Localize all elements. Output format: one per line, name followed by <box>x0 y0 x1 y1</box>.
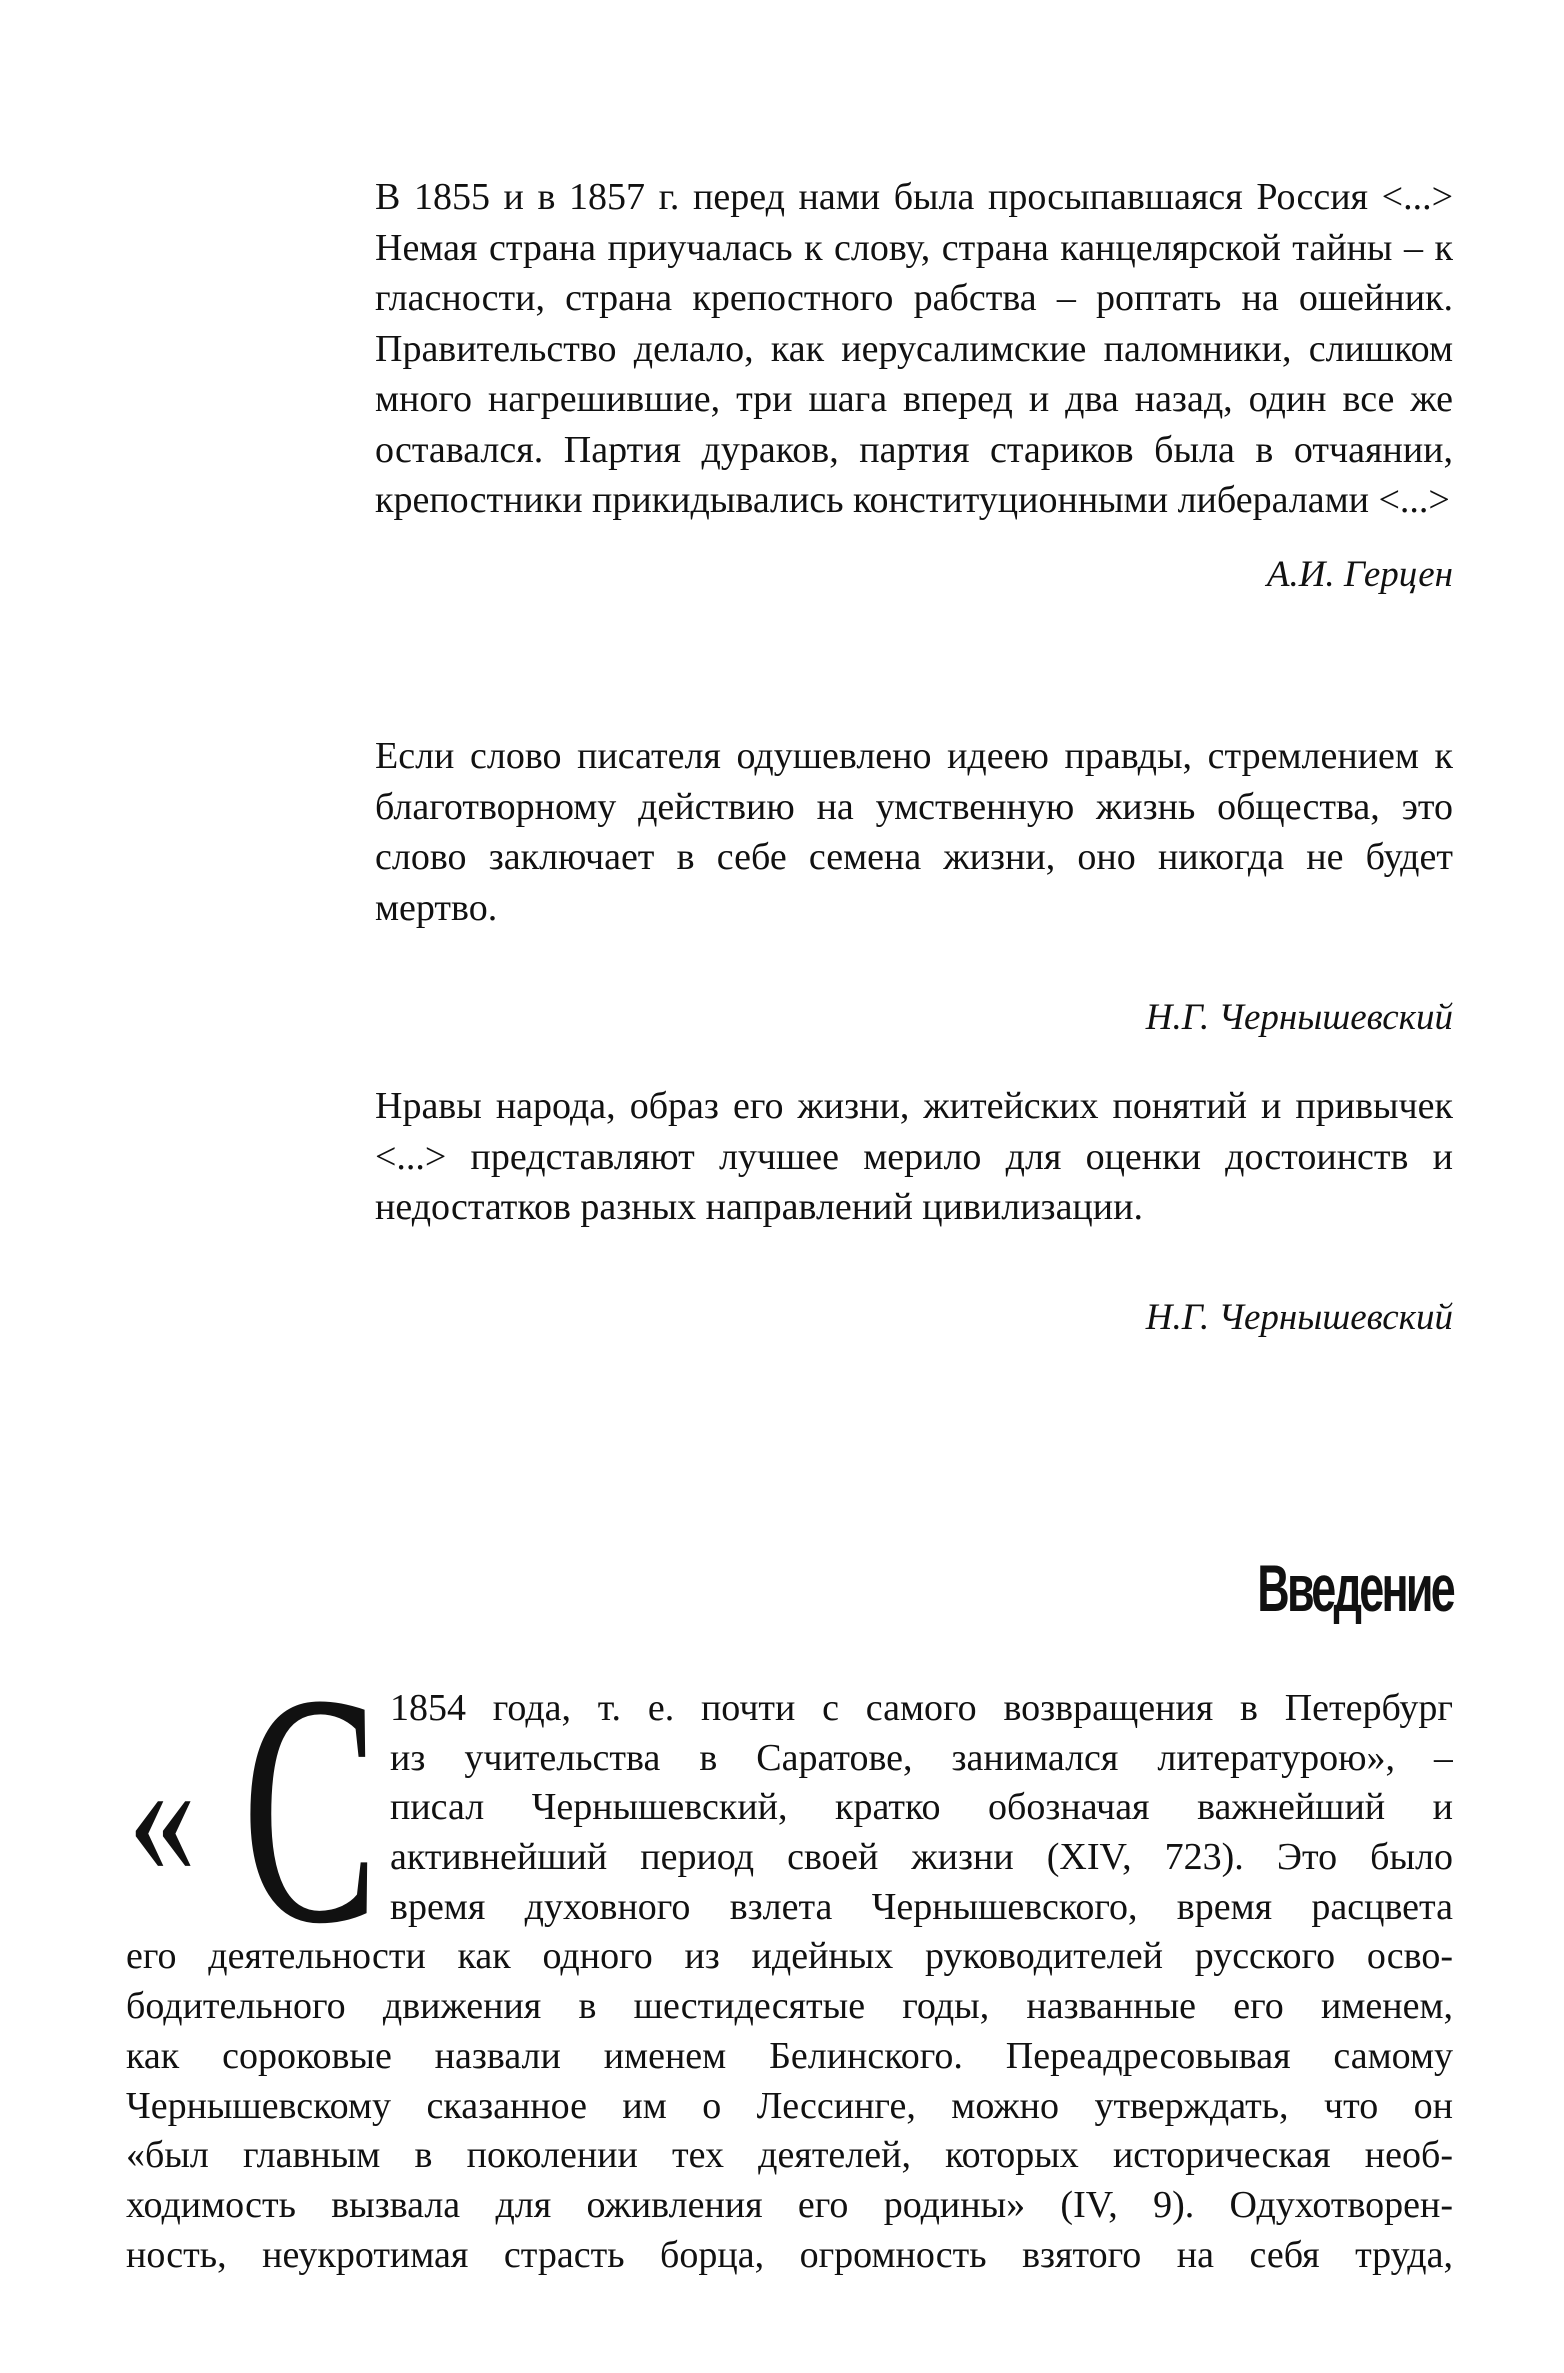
epigraph-text: Если слово писателя одушевлено идеею правды, стремлением к благотворному действию на умственную жизнь общества, это слово заключает в себе семена жизни, оно никогда не будет мертво. <box>375 735 1453 929</box>
paragraph-line: писал Чернышевский, кратко обозначая важнейший и <box>390 1786 1453 1829</box>
paragraph-line: из учительства в Саратове, занимался литературою», – <box>390 1736 1453 1779</box>
section-heading: Введение <box>1257 1551 1453 1625</box>
epigraph-herzen <box>375 172 1453 600</box>
epigraph-author: Н.Г. Чернышевский <box>1145 997 1453 1038</box>
epigraph-chernyshevsky-1 <box>375 731 1453 1043</box>
epigraph-author: Н.Г. Чернышевский <box>1145 1296 1453 1338</box>
paragraph-line: время духовного взлета Чернышевского, время расцвета <box>390 1885 1453 1928</box>
introduction-paragraph <box>126 1684 1453 2280</box>
paragraph-line: Чернышевскому сказанное им о Лессинге, можно утверждать, что он <box>126 2084 1453 2127</box>
paragraph-line: ность, неукротимая страсть борца, огромность взятого на себя труда, <box>126 2233 1453 2276</box>
paragraph-line: 1854 года, т. е. почти с самого возвращения в Петербург <box>390 1687 1453 1729</box>
paragraph-line: активнейший период своей жизни (XIV, 723). Это было <box>390 1836 1453 1879</box>
epigraph-text: В 1855 и в 1857 г. перед нами была просыпавшаяся Россия <...> Немая страна приучалась к слову, страна канцелярской тайны – к гласности, страна крепостного рабства – роптать на ошейник. Правительство делало, как иерусалимские паломники, слишком много нагрешившие, три шага вперед и два назад, один все же оставался. Партия дураков, партия стариков была в отчаянии, крепостники прикидывались конституционными либералами <...> <box>375 176 1453 521</box>
epigraph-text: Нравы народа, образ его жизни, житейских понятий и привычек <...> представляют лучшее мерило для оценки достоинств и недостатков разных направлений цивилизации. <box>375 1085 1453 1228</box>
dropcap-quote-mark: « <box>128 1721 182 1909</box>
epigraph-chernyshevsky-2 <box>375 1081 1453 1343</box>
paragraph-line: как сороковые назвали именем Белинского. Переадресовывая самому <box>126 2034 1453 2077</box>
paragraph-line: бодительного движения в шестидесятые годы, названные его именем, <box>126 1985 1453 2028</box>
dropcap-letter: С <box>242 1627 379 1992</box>
epigraph-author: А.И. Герцен <box>1266 553 1453 595</box>
paragraph-line: ходимость вызвала для оживления его родины» (IV, 9). Одухотворен- <box>126 2183 1453 2226</box>
paragraph-line: его деятельности как одного из идейных руководителей русского осво- <box>126 1935 1453 1978</box>
paragraph-line: «был главным в поколении тех деятелей, которых историческая необ- <box>126 2134 1453 2177</box>
